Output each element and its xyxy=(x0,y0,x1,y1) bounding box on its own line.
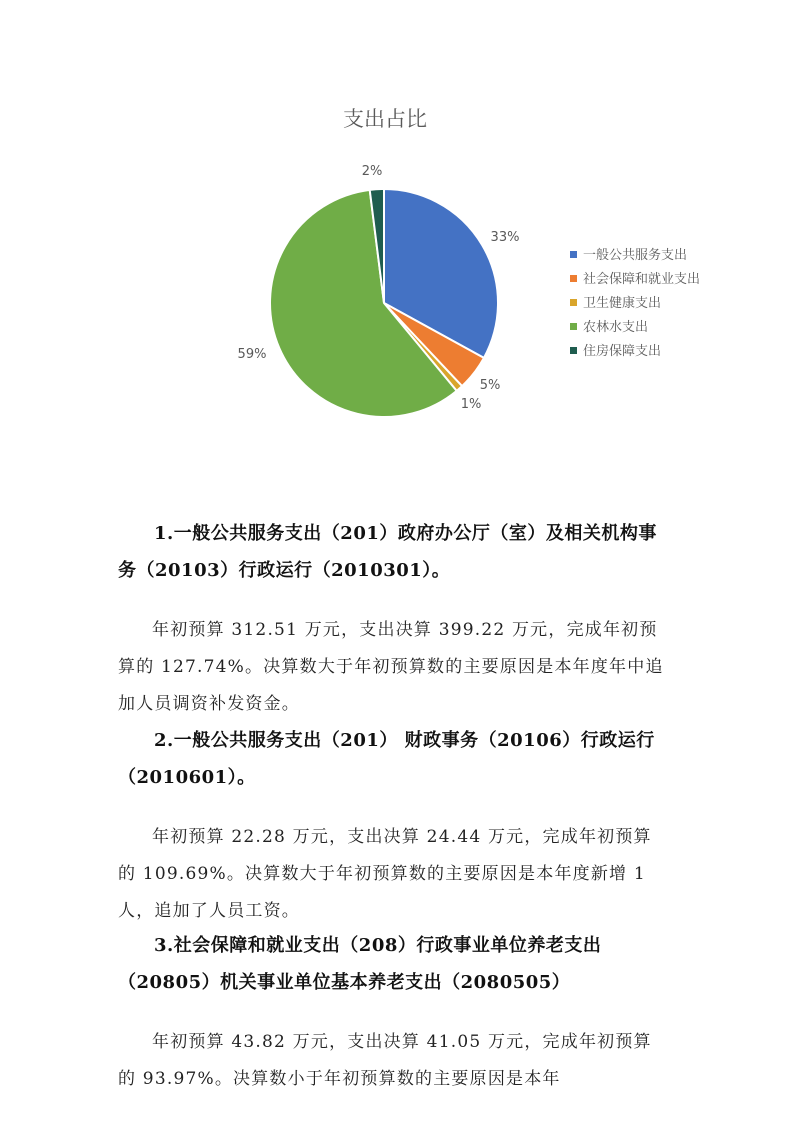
section-1-heading: 1.一般公共服务支出（201）政府办公厅（室）及相关机构事务（20103）行政运行（2010301）。 xyxy=(118,523,657,581)
legend-swatch-5 xyxy=(570,347,577,354)
section-3-body: 年初预算 43.82 万元，支出决算 41.05 万元，完成年初预算的 93.97%。决算数小于年初预算数的主要原因是本年 xyxy=(118,1032,652,1089)
legend-label-2: 社会保障和就业支出 xyxy=(583,272,701,287)
section-1 xyxy=(118,515,666,723)
section-3 xyxy=(118,927,666,1098)
section-1-body: 年初预算 312.51 万元，支出决算 399.22 万元，完成年初预算的 127.74%。决算数大于年初预算数的主要原因是本年度年中追加人员调资补发资金。 xyxy=(118,620,664,714)
legend-label-1: 一般公共服务支出 xyxy=(583,248,688,263)
legend-swatch-2 xyxy=(570,275,577,282)
legend-swatch-1 xyxy=(570,251,577,258)
pie-chart-svg xyxy=(0,0,793,470)
pie-slices xyxy=(270,189,498,417)
chart-legend xyxy=(570,247,700,359)
chart-title: 支出占比 xyxy=(343,107,427,131)
legend-swatch-3 xyxy=(570,299,577,306)
section-3-heading: 3.社会保障和就业支出（208）行政事业单位养老支出（20805）机关事业单位基本养老支出（2080505） xyxy=(118,935,602,993)
pie-data-label-1: 33% xyxy=(490,230,520,245)
pie-data-label-5: 2% xyxy=(361,164,383,179)
legend-swatch-4 xyxy=(570,323,577,330)
pie-data-label-4: 59% xyxy=(237,347,267,362)
legend-label-4: 农林水支出 xyxy=(583,320,649,335)
section-2 xyxy=(118,722,666,930)
pie-data-label-2: 5% xyxy=(479,378,501,393)
pie-data-label-3: 1% xyxy=(460,397,482,412)
section-2-body: 年初预算 22.28 万元，支出决算 24.44 万元，完成年初预算的 109.69%。决算数大于年初预算数的主要原因是本年度新增 1 人，追加了人员工资。 xyxy=(118,827,652,921)
legend-label-3: 卫生健康支出 xyxy=(583,296,662,311)
section-2-heading: 2.一般公共服务支出（201） 财政事务（20106）行政运行（2010601）。 xyxy=(118,730,655,788)
legend-label-5: 住房保障支出 xyxy=(583,344,662,359)
expense-share-chart xyxy=(0,0,793,470)
